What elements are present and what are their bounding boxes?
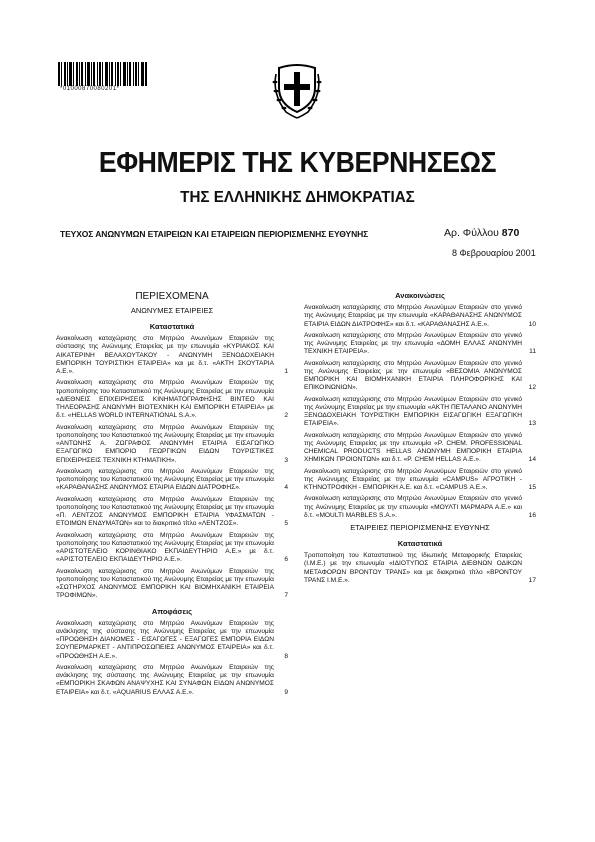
toc-entry-page: 1 xyxy=(284,368,288,375)
toc-entry xyxy=(56,664,288,697)
gazette-subtitle: ΤΗΣ ΕΛΛΗΝΙΚΗΣ ΔΗΜΟΚΡΑΤΙΑΣ xyxy=(180,189,415,206)
section-ltd: ΕΤΑΙΡΕΙΕΣ ΠΕΡΙΟΡΙΣΜΕΝΗΣ ΕΥΘΥΝΗΣ xyxy=(350,523,490,532)
issue-number xyxy=(444,227,519,239)
toc-entry xyxy=(56,424,288,465)
toc-entry-page: 5 xyxy=(284,520,288,528)
subsection-statutes-ltd: Καταστατικά xyxy=(397,539,443,548)
toc-entry xyxy=(304,468,536,493)
toc-entry-page: 16 xyxy=(528,511,536,519)
toc-entry-page: 17 xyxy=(528,576,536,584)
toc-entry-text: Ανακοίνωση καταχώρισης στο Μητρώο Ανωνύμων Εταιρειών της τροποποίησης του Καταστατικού της Ανώνυμης Εταιρείας με την επωνυμία «ΣΩΤΗΡΧΟΣ ΑΝΩΝΥΜΟΣ ΕΜΠΟΡΙΚΗ ΚΑΙ ΒΙΟΜΗΧΑΝΙΚΗ ΕΤΑΙΡΕΙΑ ΤΡΟΦΙΜΩΝ». xyxy=(56,567,274,600)
toc-entry-text: Ανακοίνωση καταχώρισης στο Μητρώο Ανωνύμων Εταιρειών στο γενικό της Ανώνυμης Εταιρείας με την επωνυμία «ΚΑΡΑΘΑΝΑΣΗΣ ΑΝΩΝΥΜΟΣ ΕΤΑΙΡΙΑ ΕΙΔΩΝ ΔΙΑΤΡΟΦΗΣ» και δ.τ. «ΚΑΡΑΘΑΝΑΣΗΣ Α.Ε.». xyxy=(304,304,522,328)
toc-entry xyxy=(304,396,536,429)
toc-entry-page: 2 xyxy=(284,412,288,420)
toc-entry-text: Ανακοίνωση καταχώρισης στο Μητρώο Ανωνύμων Εταιρειών της ανάκλησης της σύστασης της Ανώνυμης Εταιρείας με την επωνυμία «ΕΜΠΟΡΙΚΗ ΣΚΑΦΩΝ ΑΝΑΨΥΧΗΣ ΚΑΙ ΣΥΝΑΦΩΝ ΕΙΔΩΝ ΑΝΩΝΥΜΟΣ ΕΤΑΙΡΕΙΑ» και δ.τ. «AQUARIUS ΕΛΛΑΣ Α.Ε.». xyxy=(56,663,274,696)
toc-entry xyxy=(304,332,536,357)
section-sa: ΑΝΩΝΥΜΕΣ ΕΤΑΙΡΕΙΕΣ xyxy=(130,306,214,315)
toc-entry-text: Ανακοίνωση καταχώρισης στο Μητρώο Ανωνύμων Εταιρειών στο γενικό της Ανώνυμης Εταιρείας με την επωνυμία «CAMPUS» ΑΓΡΟΤΙΚΗ - ΚΤΗΝΟΤΡΟΦΙΚΗ - ΕΜΠΟΡΙΚΗ Α.Ε. και δ.τ. «CAMPUS Α.Ε.». xyxy=(304,467,522,491)
barcode-number: *01000870080201* xyxy=(60,86,120,92)
toc-entry-text: Ανακοίνωση καταχώρισης στο Μητρώο Ανωνύμων Εταιρειών της τροποποίησης του Καταστατικού της Ανώνυμης Εταιρείας με την επωνυμία «ΔΙΕΘΝΕΙΣ ΕΠΙΧΕΙΡΗΣΕΙΣ ΚΙΝΗΜΑΤΟΓΡΑΦΗΣΗΣ ΒΙΝΤΕΟ ΚΑΙ ΤΗΛΕΟΡΑΣΗΣ ΑΝΩΝΥΜΗ ΒΙΟΤΕΧΝΙΚΗ ΚΑΙ ΕΜΠΟΡΙΚΗ ΕΤΑΙΡΕΙΑ» με δ.τ. «HELLAS WORLD INTERNATIONAL S.A.». xyxy=(56,379,274,420)
barcode xyxy=(58,62,148,86)
subsection-statutes: Καταστατικά xyxy=(149,322,195,331)
toc-entry-page: 7 xyxy=(284,592,288,600)
toc-entry-text: Ανακοίνωση καταχώρισης στο Μητρώο Ανωνύμων Εταιρειών στο γενικό της Ανώνυμης Εταιρείας με την επωνυμία «ΒΕΣΟΜΙΑ ΑΝΩΝΥΜΟΣ ΕΜΠΟΡΙΚΗ ΚΑΙ ΒΙΟΜΗΧΑΝΙΚΗ ΕΤΑΙΡΙΑ ΠΛΗΡΟΦΟΡΙΚΗΣ ΚΑΙ ΕΠΙΚΟΙΝΩΝΙΩΝ». xyxy=(304,359,522,392)
issue-number-label: Αρ. Φύλλου xyxy=(444,227,499,239)
toc-entry xyxy=(304,304,536,329)
toc-entry xyxy=(56,468,288,493)
toc-entry xyxy=(304,552,536,585)
left-statutes-list xyxy=(56,335,288,601)
toc-entry xyxy=(304,360,536,393)
toc-title: ΠΕΡΙΕΧΟΜΕΝΑ xyxy=(135,291,209,302)
toc-right-column xyxy=(304,285,536,588)
toc-entry-page: 3 xyxy=(284,456,288,464)
issue-type: ΤΕΥΧΟΣ ΑΝΩΝΥΜΩΝ ΕΤΑΙΡΕΙΩΝ ΚΑΙ ΕΤΑΙΡΕΙΩΝ ΠΕΡΙΟΡΙΣΜΕΝΗΣ ΕΥΘΥΝΗΣ xyxy=(60,229,369,239)
toc-entry xyxy=(56,496,288,529)
toc-entry-page: 8 xyxy=(284,652,288,660)
toc-entry-text: Ανακοίνωση καταχώρισης στο Μητρώο Ανωνύμων Εταιρειών της τροποποίησης του Καταστατικού της Ανώνυμης Εταιρείας με την επωνυμία «ΚΑΡΑΘΑΝΑΣΗΣ ΑΝΩΝΥΜΟΣ ΕΤΑΙΡΙΑ ΕΙΔΩΝ ΔΙΑΤΡΟΦΗΣ». xyxy=(56,467,274,492)
toc-entry-page: 6 xyxy=(284,556,288,564)
toc-left-column xyxy=(56,290,288,700)
toc-entry-text: Ανακοίνωση καταχώρισης στο Μητρώο Ανωνύμων Εταιρειών στο γενικό της Ανώνυμης Εταιρείας με την επωνυμία «ΜΟΥΛΤΙ ΜΑΡΜΑΡΑ Α.Ε.» και δ.τ. «MOULTI MARBLES S.A.». xyxy=(304,495,522,519)
toc-entry xyxy=(56,379,288,420)
toc-entry-text: Ανακοίνωση καταχώρισης στο Μητρώο Ανωνύμων Εταιρειών στο γενικό της Ανώνυμης Εταιρείας με την επωνυμία «ΔΟΜΗ ΕΛΛΑΣ ΑΝΩΝΥΜΗ ΤΕΧΝΙΚΗ ΕΤΑΙΡΕΙΑ». xyxy=(304,331,522,356)
toc-entry-page: 12 xyxy=(528,384,536,392)
toc-entry-page: 10 xyxy=(528,320,536,328)
toc-entry-text: Ανακοίνωση καταχώρισης στο Μητρώο Ανωνύμων Εταιρειών στο γενικό της Ανώνυμης Εταιρείας με την επωνυμία «P. CHEM. PROFESSIONAL CHEMICAL PRODUCTS HELLAS ΑΝΩΝΥΜΗ ΕΜΠΟΡΙΚΗ ΕΤΑΙΡΙΑ ΧΗΜΙΚΩΝ ΠΡΟΙΟΝΤΩΝ» και δ.τ. «P. CHEM HELLAS Α.Ε.». xyxy=(304,431,522,464)
subsection-decisions: Αποφάσεις xyxy=(151,606,193,616)
toc-entry-text: Ανακοίνωση καταχώρισης στο Μητρώο Ανωνύμων Εταιρειών της τροποποίησης του Καταστατικού της Ανώνυμης Εταιρείας με την επωνυμία «ΑΡΙΣΤΟΤΕΛΕΙΟ ΚΟΡΙΝΘΙΑΚΟ ΕΚΠΑΙΔΕΥΤΗΡΙΟ Α.Ε.» με δ.τ. «ΑΡΙΣΤΟΤΕΛΕΙΟ ΕΚΠΑΙΔΕΥΤΗΡΙΟ Α.Ε.». xyxy=(56,531,274,564)
toc-entry-text: Ανακοίνωση καταχώρισης στο Μητρώο Ανωνύμων Εταιρειών της τροποποίησης του Καταστατικού της Ανώνυμης Εταιρείας με την επωνυμία «ΑΝΤΩΝΗΣ Α. ΖΩΓΡΑΦΟΣ ΑΝΩΝΥΜΗ ΕΤΑΙΡΙΑ ΕΙΣΑΓΩΓΙΚΟ ΕΞΑΓΩΓΙΚΟ ΕΜΠΟΡΙΟ ΓΕΩΡΓΙΚΩΝ ΕΙΔΩΝ ΤΟΥΡΙΣΤΙΚΕΣ ΕΠΙΧΕΙΡΗΣΕΙΣ ΤΕΧΝΙΚΗ ΚΤΗΜΑΤΙΚΗ». xyxy=(56,423,274,464)
issue-number-value: 870 xyxy=(501,227,520,239)
toc-entry xyxy=(304,432,536,465)
right-ltd-list xyxy=(304,552,536,585)
subsection-announcements: Ανακοινώσεις xyxy=(395,291,445,300)
toc-entry-page: 4 xyxy=(284,484,288,492)
toc-entry xyxy=(56,335,288,376)
toc-entry-text: Τροποποίηση του Καταστατικού της Ιδιωτικής Μεταφορικής Εταιρείας (Ι.Μ.Ε.) με την επωνυμία «ΙΔΙΟΤΥΠΟΣ ΕΤΑΙΡΙΑ ΔΙΕΘΝΩΝ ΟΔΙΚΩΝ ΜΕΤΑΦΟΡΩΝ ΒΡΟΝΤΟΥ ΤΡΑΝΣ» και με διακριτικό τίτλο «ΒΡΟΝΤΟΥ ΤΡΑΝΣ Ι.Μ.Ε.». xyxy=(304,552,522,584)
toc-entry-text: Ανακοίνωση καταχώρισης στο Μητρώο Ανωνύμων Εταιρειών της τροποποίησης του Καταστατικού της Ανώνυμης Εταιρείας με την επωνυμία «Π. ΛΕΝΤΖΟΣ ΑΝΩΝΥΜΟΣ ΕΜΠΟΡΙΚΗ ΕΤΑΙΡΙΑ ΥΦΑΣΜΑΤΩΝ - ΕΤΟΙΜΩΝ ΕΝΔΥΜΑΤΩΝ» και το διακριτικό τίτλο «ΛΕΝΤΖΟΣ». xyxy=(56,495,274,528)
toc-entry xyxy=(56,568,288,601)
greek-coat-of-arms-icon xyxy=(270,58,324,122)
toc-entry-text: Ανακοίνωση καταχώρισης στο Μητρώο Ανωνύμων Εταιρειών της ανάκλησης της σύστασης της Ανώνυμης Εταιρείας με την επωνυμία «ΠΡΟΩΘΗΣΗ ΔΙΑΝΟΜΕΣ - ΕΙΣΑΓΩΓΕΣ - ΕΞΑΓΩΓΕΣ ΕΜΠΟΡΙΑ ΕΙΔΩΝ ΣΟΥΠΕΡΜΑΡΚΕΤ - ΑΝΤΙΠΡΟΣΩΠΕΙΕΣ ΑΝΩΝΥΜΟΣ ΕΤΑΙΡΕΙΑ» και δ.τ. «ΠΡΟΩΘΗΣΗ Α.Ε.». xyxy=(56,619,274,660)
toc-entry-page: 13 xyxy=(528,420,536,428)
toc-entry-page: 9 xyxy=(284,688,288,696)
toc-entry-text: Ανακοίνωση καταχώρισης στο Μητρώο Ανωνύμων Εταιρειών της σύστασης της Ανώνυμης Εταιρείας με την επωνυμία «ΚΥΡΙΑΚΟΣ ΚΑΙ ΑΙΚΑΤΕΡΙΝΗ ΒΕΛΑΧΟΥΤΑΚΟΥ - ΑΝΩΝΥΜΗ ΞΕΝΟΔΟΧΕΙΑΚΗ ΕΜΠΟΡΙΚΗ ΤΟΥΡΙΣΤΙΚΗ ΕΤΑΙΡΕΙΑ» και με δ.τ. «ΑΚΤΗ ΣΚΟΥΤΑΡΙΑ Α.Ε.». xyxy=(56,335,274,375)
toc-entry-page: 11 xyxy=(529,348,536,356)
left-decisions-list xyxy=(56,620,288,697)
toc-entry xyxy=(304,495,536,520)
toc-entry xyxy=(56,620,288,661)
toc-entry xyxy=(56,532,288,565)
toc-entry-text: Ανακοίνωση καταχώρισης στο Μητρώο Ανωνύμων Εταιρειών στο γενικό της Ανώνυμης Εταιρείας με την επωνυμία «ΑΚΤΗ ΠΕΤΑΛΑΝΟ ΑΝΩΝΥΜΗ ΞΕΝΟΔΟΧΕΙΑΚΗ ΤΟΥΡΙΣΤΙΚΗ ΕΜΠΟΡΙΚΗ ΕΙΣΑΓΩΓΙΚΗ ΕΞΑΓΩΓΙΚΗ ΕΤΑΙΡΕΙΑ». xyxy=(304,395,522,428)
toc-entry-page: 14 xyxy=(528,456,536,464)
issue-date: 8 Φεβρουαρίου 2001 xyxy=(452,248,536,258)
right-announcements-list xyxy=(304,304,536,520)
gazette-title: ΕΦΗΜΕΡΙΣ ΤΗΣ ΚΥΒΕΡΝΗΣΕΩΣ xyxy=(98,147,497,179)
toc-entry-page: 15 xyxy=(528,484,536,491)
